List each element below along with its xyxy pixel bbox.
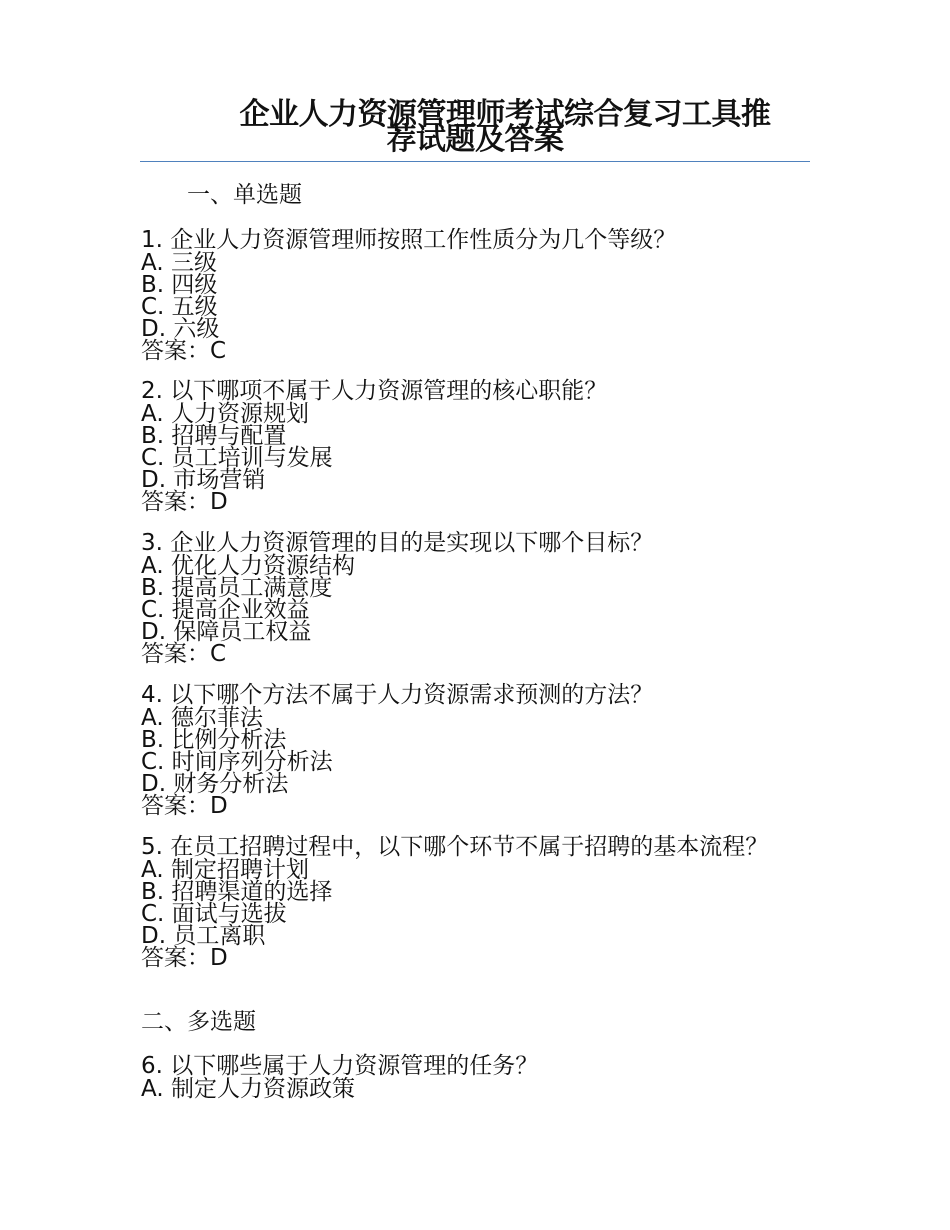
option-d: D. 六级 bbox=[141, 316, 220, 342]
answer-line: 答案：C bbox=[141, 641, 227, 667]
option-c: C. 提高企业效益 bbox=[141, 597, 310, 623]
option-d: D. 保障员工权益 bbox=[141, 619, 312, 645]
answer-line: 答案：D bbox=[141, 945, 228, 971]
question-3 bbox=[141, 531, 791, 665]
question-4 bbox=[141, 683, 791, 817]
option-c: C. 员工培训与发展 bbox=[141, 445, 333, 471]
question-5 bbox=[141, 835, 776, 969]
option-a: A. 三级 bbox=[141, 250, 217, 276]
option-a: A. 德尔菲法 bbox=[141, 705, 263, 731]
question-stem: 3. 企业人力资源管理的目的是实现以下哪个目标？ bbox=[141, 530, 654, 556]
question-stem: 4. 以下哪个方法不属于人力资源需求预测的方法？ bbox=[141, 682, 654, 708]
option-b: B. 比例分析法 bbox=[141, 727, 287, 753]
question-stem: 2. 以下哪项不属于人力资源管理的核心职能？ bbox=[141, 378, 608, 404]
option-d: D. 市场营销 bbox=[141, 467, 266, 493]
option-d: D. 员工离职 bbox=[141, 923, 266, 949]
option-b: B. 四级 bbox=[141, 272, 218, 298]
option-b: B. 提高员工满意度 bbox=[141, 575, 333, 601]
title-underline bbox=[140, 161, 810, 162]
option-d: D. 财务分析法 bbox=[141, 771, 289, 797]
option-a: A. 人力资源规划 bbox=[141, 401, 309, 427]
document-title-line2: 荐试题及答案 bbox=[386, 122, 564, 157]
section-heading-single-choice: 一、单选题 bbox=[187, 182, 302, 208]
document-title bbox=[140, 98, 810, 156]
answer-line: 答案：D bbox=[141, 793, 228, 819]
document-title-line1: 企业人力资源管理师考试综合复习工具推 bbox=[239, 97, 771, 132]
option-c: C. 面试与选拔 bbox=[141, 901, 287, 927]
question-1 bbox=[141, 228, 791, 362]
option-c: C. 五级 bbox=[141, 294, 218, 320]
option-a: A. 制定人力资源政策 bbox=[141, 1076, 355, 1102]
option-b: B. 招聘与配置 bbox=[141, 423, 287, 449]
question-6 bbox=[141, 1054, 791, 1100]
answer-line: 答案：D bbox=[141, 489, 228, 515]
option-c: C. 时间序列分析法 bbox=[141, 749, 333, 775]
answer-line: 答案：C bbox=[141, 338, 227, 364]
question-stem: 6. 以下哪些属于人力资源管理的任务？ bbox=[141, 1053, 539, 1079]
question-stem: 5. 在员工招聘过程中，以下哪个环节不属于招聘的基本流程？ bbox=[141, 834, 769, 860]
question-2 bbox=[141, 379, 791, 513]
option-a: A. 制定招聘计划 bbox=[141, 857, 309, 883]
section-heading-multiple-choice: 二、多选题 bbox=[141, 1009, 256, 1035]
option-a: A. 优化人力资源结构 bbox=[141, 553, 355, 579]
question-stem: 1. 企业人力资源管理师按照工作性质分为几个等级？ bbox=[141, 227, 677, 253]
option-b: B. 招聘渠道的选择 bbox=[141, 879, 333, 905]
